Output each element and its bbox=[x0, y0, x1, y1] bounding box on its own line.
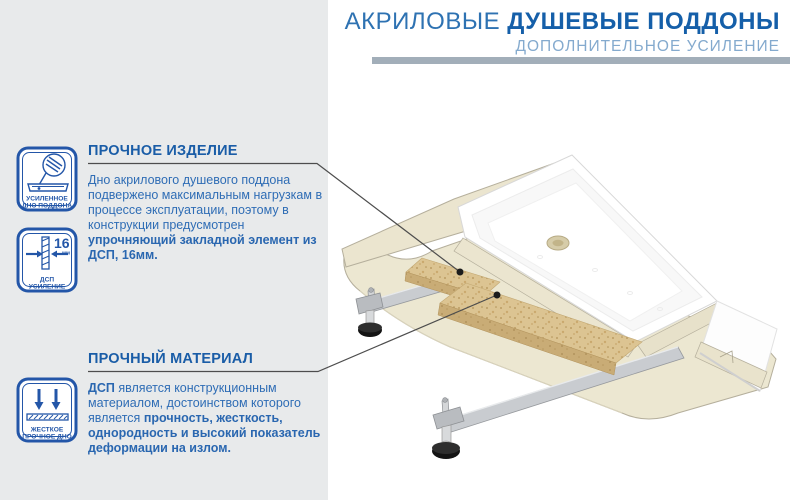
page-title-bold: ДУШЕВЫЕ ПОДДОНЫ bbox=[507, 8, 780, 35]
body-regular-text: является конструкционным материалом, достоинством которого является bbox=[88, 381, 301, 425]
section-durable-product bbox=[88, 143, 326, 263]
svg-text:ПРОЧНОЕ ДНО: ПРОЧНОЕ ДНО bbox=[22, 433, 72, 441]
page-title-regular: АКРИЛОВЫЕ bbox=[344, 8, 508, 35]
section-body bbox=[88, 173, 326, 263]
reinforced-tray-bottom-icon bbox=[16, 146, 78, 214]
svg-text:ДСП: ДСП bbox=[39, 276, 55, 284]
body-bold-text: прочность, жесткость, однородность и высокий показатель деформации на излом. bbox=[88, 411, 321, 455]
body-lead-bold: ДСП bbox=[88, 381, 115, 395]
badge-rigid-bottom bbox=[16, 377, 78, 450]
section-body bbox=[88, 381, 326, 456]
section-heading: ПРОЧНОЕ ИЗДЕЛИЕ bbox=[88, 143, 238, 159]
svg-text:мм: мм bbox=[62, 250, 70, 257]
rigid-bottom-icon bbox=[16, 377, 78, 445]
svg-text:УСИЛЕНИЕ: УСИЛЕНИЕ bbox=[28, 283, 66, 291]
adjustable-foot bbox=[358, 310, 382, 337]
dsp-16mm-icon bbox=[16, 227, 78, 295]
section-heading: ПРОЧНЫЙ МАТЕРИАЛ bbox=[88, 351, 253, 367]
page-subtitle: ДОПОЛНИТЕЛЬНОЕ УСИЛЕНИЕ bbox=[515, 38, 780, 55]
svg-text:ДНО ПОДДОНА: ДНО ПОДДОНА bbox=[21, 202, 73, 210]
body-bold-text: упрочняющий закладной элемент из ДСП, 16мм. bbox=[88, 233, 317, 262]
badge-dsp-16mm bbox=[16, 227, 78, 300]
shower-tray-exploded-illustration bbox=[330, 95, 790, 500]
page-title bbox=[345, 8, 780, 36]
header-divider-bar bbox=[372, 57, 790, 64]
section-durable-material bbox=[88, 351, 326, 456]
header bbox=[345, 8, 780, 56]
body-regular-text: Дно акрилового душевого поддона подвержено максимальным нагрузкам в процессе эксплуатации, поэтому в конструкции предусмотрен bbox=[88, 173, 323, 232]
badge-reinforced-bottom bbox=[16, 146, 78, 219]
svg-text:16: 16 bbox=[54, 235, 70, 251]
svg-text:ЖЕСТКОЕ: ЖЕСТКОЕ bbox=[30, 426, 64, 434]
svg-text:УСИЛЕННОЕ: УСИЛЕННОЕ bbox=[26, 195, 68, 203]
